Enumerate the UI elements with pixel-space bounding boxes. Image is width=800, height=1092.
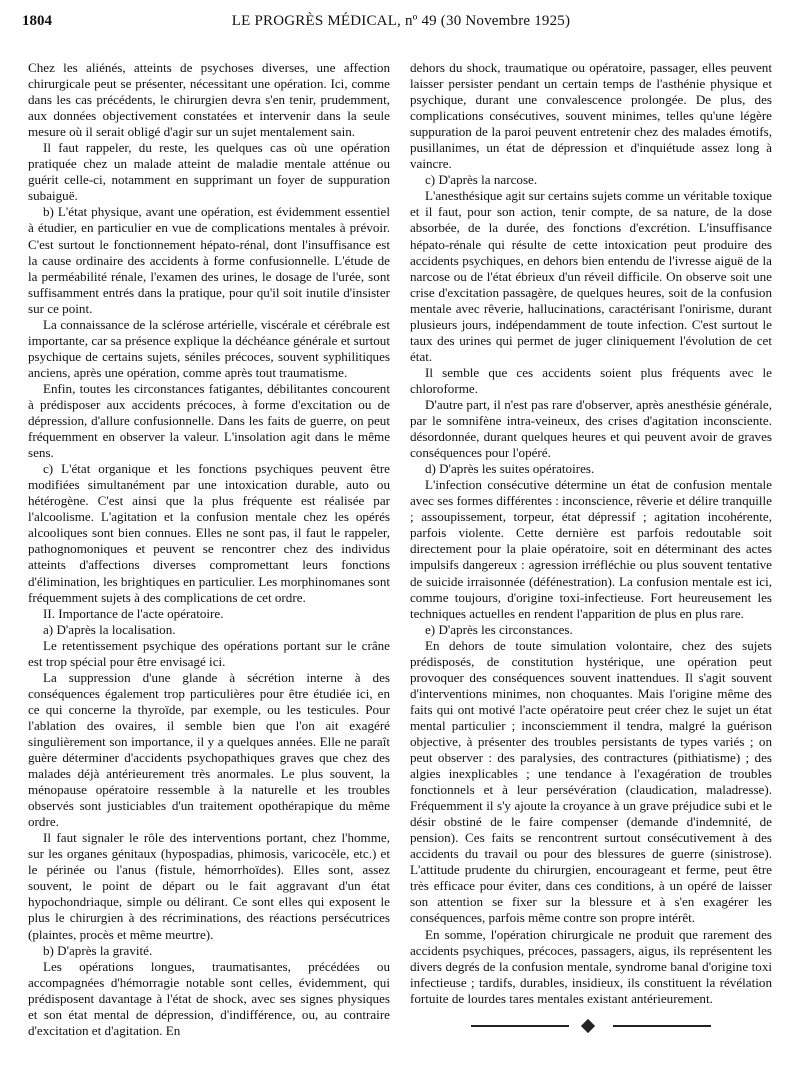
end-ornament bbox=[471, 1021, 711, 1031]
paragraph: Il faut signaler le rôle des interventions portant, chez l'homme, sur les organes génitaux (hypospadias, phimosis, varicocèle, etc.) et le périnée ou l'anus (fistule, hémorrhoïdes). Elles sont, assez souvent, le point de départ ou le fait aggravant d'un état hypochondriaque, simple ou délirant. Ce sont elles qui exposent le plus le chirurgien à des récriminations, des réactions persécutrices (plaintes, procès et même meurtre). bbox=[28, 830, 390, 942]
paragraph: dehors du shock, traumatique ou opératoire, passager, elles peuvent laisser persister pendant un certain temps de l'asthénie physique et psychique, durant une convalescence prolongée. De plus, des complications consécutives, souvent minimes, telles qu'une légère suppuration de la paroi peuvent entretenir chez des malades émotifs, pusillanimes, un état de dépression et d'inquiétude assez long à vaincre. bbox=[410, 60, 772, 172]
paragraph: D'autre part, il n'est pas rare d'observer, après anesthésie générale, par le somnifène intra-veineux, des crises d'agitation inconsciente. désordonnée, durant quelques heures et qui peuvent avoir de graves conséquences pour l'opéré. bbox=[410, 396, 772, 461]
paragraph: Il faut rappeler, du reste, les quelques cas où une opération pratiquée chez un malade atteint de maladie mentale atténue ou guérit celle-ci, notamment en supprimant un foyer de suppuration subaiguë. bbox=[28, 140, 390, 204]
page-number: 1804 bbox=[22, 13, 52, 29]
ornament-diamond bbox=[581, 1019, 595, 1033]
paragraph: Il semble que ces accidents soient plus fréquents avec le chloroforme. bbox=[410, 364, 772, 396]
paragraph: c) L'état organique et les fonctions psychiques peuvent être modifiées simultanément par une intoxication durable, auto ou hétérogène. C'est ainsi que la plus fréquente est réalisée par l'alcoolisme. L'agitation et la confusion mentale chez les opérés alcooliques sont bien connues. Elles ne sont pas, il faut le rappeler, pathognomoniques et peuvent se rencontrer chez des individus atteints d'affections diverses compromettant leurs fonctions d'élimination, les brightiques en particulier. Les morphinomanes sont fréquemment sujets à des complications de cet ordre. bbox=[28, 461, 391, 605]
paragraph: Enfin, toutes les circonstances fatigantes, débilitantes concourent à prédisposer aux accidents précoces, à forme d'excitation ou de dépression, d'allure confusionnelle. Dans les faits de guerre, on peut fréquemment en observer la valeur. L'insolation agit dans le même sens. bbox=[28, 380, 390, 461]
paragraph: Le retentissement psychique des opérations portant sur le crâne est trop spécial pour être envisagé ici. bbox=[28, 637, 390, 669]
ornament-rule bbox=[613, 1025, 711, 1027]
section-heading: II. Importance de l'acte opératoire. bbox=[43, 605, 224, 621]
subsection-heading: d) D'après les suites opératoires. bbox=[425, 461, 595, 477]
paragraph: Les opérations longues, traumatisantes, précédées ou accompagnées d'hémorragie notable sont celles, évidemment, qui prédisposent davantage à l'état de shock, avec ses signes physiques et son état mental de dépression, d'indifférence, ou, au contraire d'excitation et d'agitation. En bbox=[28, 958, 390, 1038]
left-column bbox=[28, 60, 390, 1039]
running-title: LE PROGRÈS MÉDICAL, nº 49 (30 Novembre 1925) bbox=[231, 13, 571, 29]
paragraph: En dehors de toute simulation volontaire, chez des sujets prédisposés, de constitution hystérique, une opération peut provoquer des conséquences souvent inattendues. Il s'agit souvent d'interventions minimes, non choquantes. Mais l'origine même des faits qui ont motivé l'acte opératoire peut créer chez le sujet un état mental particulier ; inconsciemment il tendra, malgré la guérison objective, à présenter des troubles persistants de types variés ; on peut observer : des paralysies, des contractures (pithiatisme) ; des algies inexplicables ; une tendance à l'exagération de troubles fonctionnels et à leur persévération (claudication, maladresse). Fréquemment il s'y ajoute la croyance à un grave préjudice subi et le désir obstiné de le faire compenser (demande d'indemnité, de pension). Ces faits se rencontrent surtout consécutivement à des accidents du travail ou pour des blessures de guerre (sinistrose). L'attitude prudente du chirurgien, encourageant et ferme, peut être très efficace pour éviter, dans ces conditions, à un opéré de laisser son attention se fixer sur la blessure et à s'en exagérer les conséquences, parfois même contre son propre intérêt. bbox=[410, 637, 772, 926]
paragraph: La connaissance de la sclérose artérielle, viscérale et cérébrale est importante, car sa présence explique la déchéance générale et surtout psychique de certains sujets, séniles précoces, souvent syphilitiques anciens, après une opération, comme après tout traumatisme. bbox=[28, 316, 390, 380]
subsection-heading: c) D'après la narcose. bbox=[425, 172, 538, 188]
subsection-heading: b) D'après la gravité. bbox=[43, 942, 153, 958]
subsection-heading: e) D'après les circonstances. bbox=[425, 621, 573, 637]
paragraph: Chez les aliénés, atteints de psychoses diverses, une affection chirurgicale peut se présenter, nécessitant une opération. Ici, comme dans les cas précédents, le chirurgien devra s'en tenir, prudemment, aux données objectivement constatées et intervenir dans la seule mesure où il serait obligé d'agir sur un sujet mentalement sain. bbox=[28, 60, 390, 140]
paragraph: b) L'état physique, avant une opération, est évidemment essentiel à étudier, en particulier en vue de complications mentales à prévoir. C'est surtout le fonctionnement hépato-rénal, dont l'insuffisance est la cause ordinaire des accidents à forme confusionnelle. L'étude de la perméabilité rénale, l'examen des urines, le dosage de l'urée, sont suffisamment entrés dans la pratique, pour qu'il soit inutile d'insister sur ce point. bbox=[28, 204, 390, 316]
ornament-rule bbox=[471, 1025, 569, 1027]
paragraph: La suppression d'une glande à sécrétion interne à des conséquences également trop particulières pour être étudiée ici, en ce qui concerne la thyroïde, par exemple, ou les testicules. Pour l'ablation des ovaires, il semble bien que l'on ait exagéré singulièrement son importance, il y a quelques années. Elle ne paraît guère déterminer d'accidents psychopathiques graves que chez des malades déjà antérieurement très anormales. Le plus souvent, la ménopause opératoire ressemble à la naturelle et les troubles observés sont justiciables d'un traitement opothérapique du même ordre. bbox=[28, 669, 390, 830]
paragraph: L'infection consécutive détermine un état de confusion mentale avec ses formes différentes : inconscience, rêverie et délire tranquille ; assoupissement, torpeur, état dépressif ; agitation incohérente, parfois violente. Cette dernière est parfois redoutable soit directement pour la plaie opératoire, soit en déterminant des actes impulsifs dangereux : agression irréfléchie ou plus souvent tentative de suicide irraisonnée (défénestration). La confusion mentale est ici, comme toujours, d'origine toxi-infectieuse. Fort heureusement les techniques actuelles en rendent l'apparition de plus en plus rare. bbox=[410, 477, 772, 621]
page-header bbox=[22, 6, 780, 36]
paragraph: L'anesthésique agit sur certains sujets comme un véritable toxique et il faut, pour son action, tenir compte, de sa nature, de la dose absorbée, de la durée, des fonctions d'excrétion. L'insuffisance hépato-rénale qui résulte de cette intoxication peut produire des accidents psychiques, en dehors bien entendu de l'ivresse aiguë de la narcose ou de l'état ébrieux d'un réveil difficile. On observe soit une crise d'excitation passagère, de quelques heures, soit de la confusion mentale avec rêverie, hallucinations, caractérisant l'onirisme, durant plusieurs jours, indépendamment de toute infection. C'est surtout le taux des urines qui permet de juger cliniquement l'évolution de cet état. bbox=[410, 188, 772, 364]
subsection-heading: a) D'après la localisation. bbox=[43, 621, 176, 637]
paragraph: En somme, l'opération chirurgicale ne produit que rarement des accidents psychiques, précoces, passagers, aigus, ils représentent les divers degrés de la confusion mentale, syndrome banal d'origine toxi infectieuse ; tardifs, durables, insidieux, ils constituent la révélation fortuite de lourdes tares mentales existant antérieurement. bbox=[410, 926, 772, 1006]
right-column bbox=[410, 60, 772, 1031]
